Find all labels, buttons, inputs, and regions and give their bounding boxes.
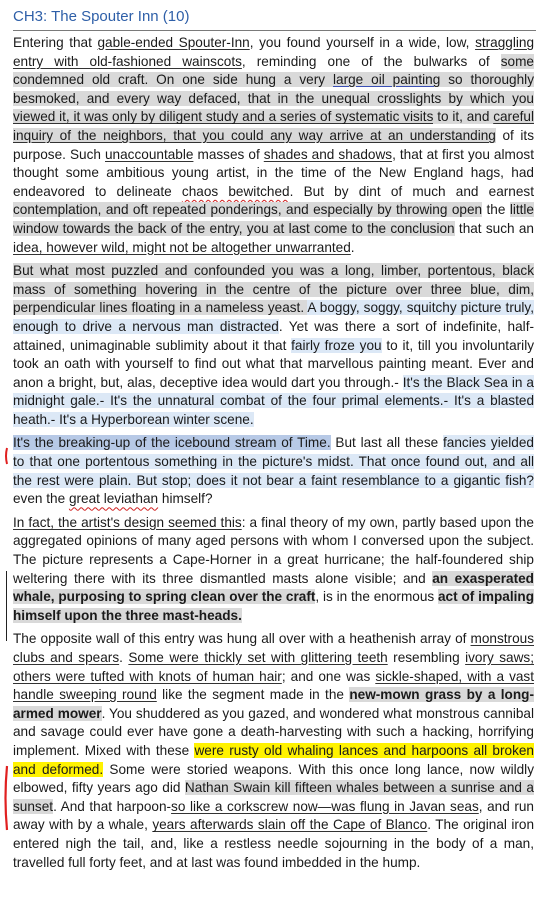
text-segment: unaccountable xyxy=(105,146,194,162)
red-margin-mark-icon xyxy=(2,765,10,831)
text-segment: . xyxy=(350,239,355,255)
text-segment: contemplation, and oft repeated ponderings, and especially by throwing open xyxy=(13,202,483,218)
text-segment: large oil painting xyxy=(332,72,441,88)
text-segment: himself? xyxy=(158,491,213,507)
text-segment: ivory saws; others were tufted with knots of human hair xyxy=(13,650,535,684)
title-divider xyxy=(13,30,536,31)
text-segment: , you found yourself in a wide, low, xyxy=(249,35,476,50)
text-segment: resembling xyxy=(387,650,466,665)
paragraph xyxy=(13,630,534,872)
text-segment: . The original iron entered nigh the tail, and, like a restless needle sojourning in the body of a man, travelled full forty feet, and at last was found imbedded in the hump. xyxy=(13,817,535,870)
text-segment: that such an xyxy=(454,220,534,236)
paragraph xyxy=(13,434,534,508)
text-segment: so thoroughly besmoked, and every way defaced, that in the unequal crosslights by which you xyxy=(13,72,534,106)
text-segment: , that at first you almost thought some ambitious young artist, in the time of the New England hags, had endeavored to delineate xyxy=(13,146,534,199)
text-segment: like the segment made in the xyxy=(156,687,350,703)
text-segment: so like a corkscrew now—was flung in Javan seas xyxy=(171,798,479,814)
text-segment: . Yet was there a sort of indefinite, half-attained, unimaginable sublimity about it that xyxy=(13,318,535,353)
text-segment: , and run away with by a whale, xyxy=(13,798,534,833)
text-segment: In fact, the artist's design seemed this xyxy=(13,514,242,530)
document-body xyxy=(13,34,534,872)
text-segment: idea, however wild, might not be altogether unwarranted xyxy=(13,239,351,255)
text-segment: , is in the enormous xyxy=(315,589,438,605)
text-segment: A boggy, soggy, squitchy picture truly, enough to drive a nervous man distracted xyxy=(13,300,534,334)
text-segment: little window towards the back of the entry, you at last come to the conclusion xyxy=(13,202,534,236)
text-segment: shades and shadows xyxy=(263,146,393,162)
text-segment: It's the breaking-up of the icebound stream of Time. xyxy=(13,435,331,451)
text-segment: some condemned old craft. On one side hung a very xyxy=(13,53,534,88)
text-segment: . You shuddered as you gazed, and wondered what monstrous cannibal and savage could ever have gone a death-harvesting with such a hacking, horrifying implement. Mixed with these xyxy=(13,705,534,758)
text-segment: ; and one was xyxy=(281,668,376,684)
text-segment: Nathan Swain kill fifteen whales between a sunrise and a sunset xyxy=(13,780,534,814)
text-segment: It's the Black Sea in a midnight gale.- It's the unnatural combat of the four primal elements.- It's a blasted heath.- It's a Hyperborean winter scene. xyxy=(13,374,534,427)
text-segment: new-mown grass by a long-armed mower xyxy=(13,687,534,721)
text-segment: fairly froze you xyxy=(291,337,382,353)
text-segment: : a final theory of my own, partly based upon the aggregated opinions of many aged persons with whom I conversed upon the subject. The picture represents a Cape-Horner in a great hurricane; the half-foundered ship weltering there with its three dismantled masts alone visible; and xyxy=(13,514,534,586)
text-segment: . xyxy=(119,650,129,665)
text-segment: straggling entry with old-fashioned wainscots xyxy=(13,35,535,69)
text-segment: . And that harpoon- xyxy=(53,798,172,814)
text-segment: But what most puzzled and confounded you was a long, limber, portentous, black mass of something hovering in the centre of the picture over three blue, dim, perpendicular lines floating in a nameless yeast. xyxy=(13,263,534,316)
paragraph xyxy=(13,262,534,429)
text-segment: fancies yielded to that one portentous something in the picture's midst. That once found out, and all the rest were plain. But stop; does it not bear a faint resemblance to a gigantic fish? xyxy=(13,435,534,488)
text-segment: great leviathan xyxy=(68,491,159,507)
text-segment: to it, till you involuntarily took an oath with yourself to find out what that marvellous painting meant. Ever and anon a bright, but, alas, deceptive idea would dart you through.- xyxy=(13,337,535,390)
text-segment: years afterwards slain off the Cape of Blanco xyxy=(152,817,428,833)
margin-bracket-line xyxy=(6,571,7,641)
text-segment: to it, and xyxy=(433,109,494,125)
text-segment: chaos bewitched xyxy=(181,183,290,199)
text-segment: Entering that xyxy=(13,35,98,50)
paragraph xyxy=(13,34,534,257)
text-segment: an exasperated whale, purposing to spring clean over the craft xyxy=(13,570,534,605)
text-segment: were rusty old whaling lances and harpoons all broken and deformed. xyxy=(13,742,534,777)
text-segment: the xyxy=(482,202,510,218)
text-segment: careful inquiry of the neighbors, that you could any way arrive at an understanding xyxy=(13,109,534,143)
red-margin-mark-icon xyxy=(4,447,9,465)
text-segment: act of impaling himself upon the three mast-heads. xyxy=(13,589,534,623)
paragraph xyxy=(13,514,534,626)
text-segment: monstrous clubs and spears xyxy=(13,631,534,665)
text-segment: gable-ended Spouter-Inn xyxy=(97,35,250,50)
chapter-title: CH3: The Spouter Inn (10) xyxy=(13,8,190,25)
text-segment: of its purpose. Such xyxy=(13,127,535,162)
text-segment: masses of xyxy=(193,146,264,162)
text-segment: But last all these xyxy=(330,435,444,451)
text-segment: even the xyxy=(13,491,69,507)
text-segment: . But by dint of much and earnest xyxy=(289,183,534,199)
text-segment: sickle-shaped, with a vast handle sweeping round xyxy=(13,668,535,703)
text-segment: viewed it, it was only by diligent study and a series of systematic visits xyxy=(13,109,434,125)
text-segment: The opposite wall of this entry was hung all over with a heathenish array of xyxy=(13,631,471,647)
text-segment: , reminding one of the bulwarks of xyxy=(241,53,501,69)
text-segment: Some were storied weapons. With this once long lance, now wildly elbowed, fifty years ago did xyxy=(13,761,534,796)
text-segment: Some were thickly set with glittering teeth xyxy=(128,650,388,665)
